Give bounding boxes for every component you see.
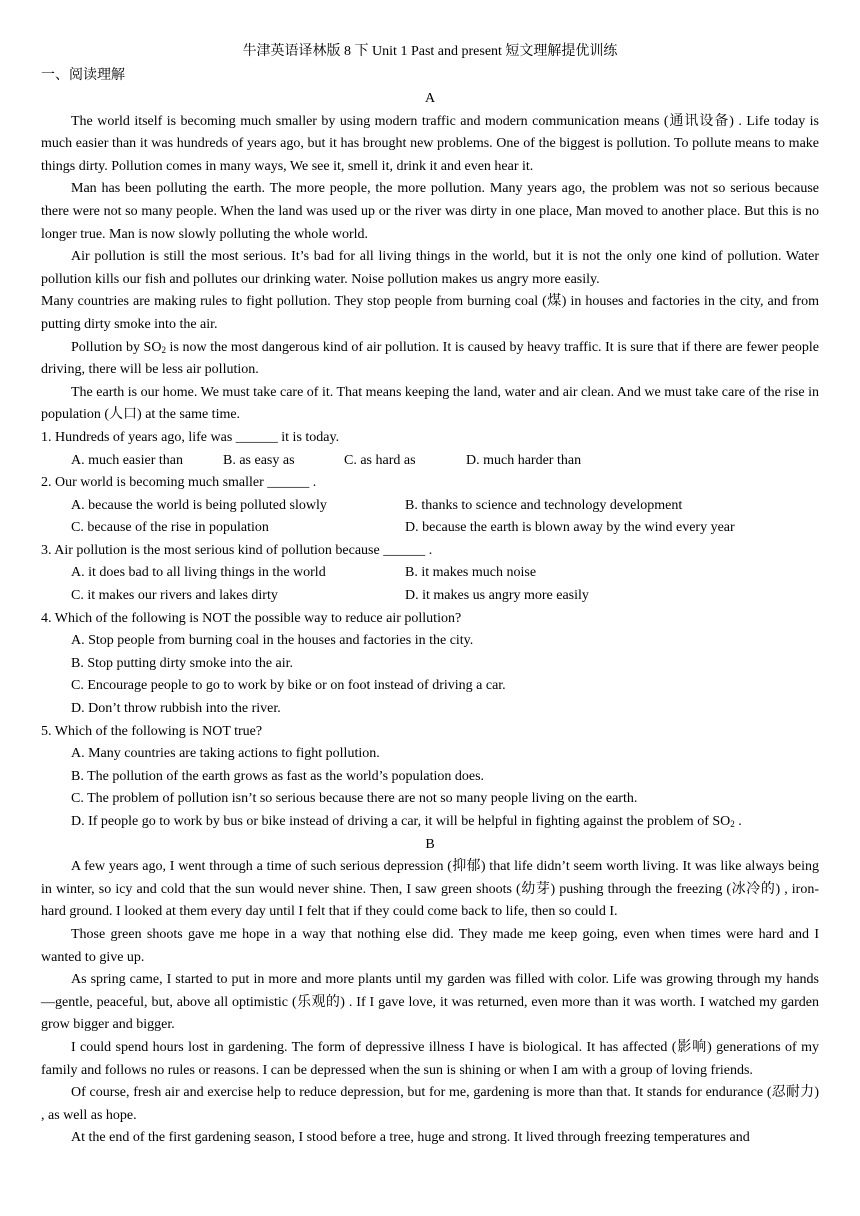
question-2: 2. Our world is becoming much smaller ______ . (41, 475, 317, 491)
q1-option-b: B. as easy as (223, 452, 295, 468)
passage-b-paragraph-1: A few years ago, I went through a time of such serious depression (抑郁) that life didn’t seem worth living. It was like always being in winter, so icy and cold that the sun would never shine. Then, I saw green shoots (幼芽) pushing through the freezing (冰冷的) , iron-hard ground. I looked at them every day until I felt that if they could come back to life, then so could I. (41, 859, 819, 920)
question-2-options-cd (41, 517, 819, 540)
passage-a-paragraph-4: Many countries are making rules to fight pollution. They stop people from burning coal (煤) in houses and factories in the city, and from putting dirty smoke into the air. (41, 294, 819, 332)
q3-option-d: D. it makes us angry more easily (405, 588, 589, 604)
q5-option-d-post: . (734, 814, 742, 829)
q4-option-c: C. Encourage people to go to work by bike or on foot instead of driving a car. (71, 678, 506, 694)
question-1-options (41, 450, 819, 473)
q5-option-b: B. The pollution of the earth grows as fast as the world’s population does. (71, 768, 485, 784)
q5-option-d-pre: D. If people go to work by bus or bike instead of driving a car, it will be helpful in fighting against the problem of SO (71, 814, 731, 829)
q3-option-c: C. it makes our rivers and lakes dirty (71, 588, 278, 604)
passage-a-paragraph-1: The world itself is becoming much smaller by using modern traffic and modern communication means (通讯设备) . Life today is much easier than it was hundreds of years ago, but it has brought new problems. One of the biggest is pollution. To pollute means to make things dirty. Pollution comes in many ways, We see it, smell it, drink it and even hear it. (41, 113, 819, 174)
passage-a-paragraph-6: The earth is our home. We must take care of it. That means keeping the land, water and air clean. And we must take care of the rise in population (人口) at the same time. (41, 384, 819, 423)
passage-a-paragraph-2: Man has been polluting the earth. The more people, the more pollution. Many years ago, the problem was not so serious because there were not so many people. When the land was used up or the river was dirty in one place, Man moved to another place. But this is no longer true. Man is now slowly polluting the whole world. (41, 181, 819, 242)
q2-option-a: A. because the world is being polluted slowly (71, 497, 327, 513)
passage-a-paragraph-5 (41, 337, 819, 382)
q1-option-d: D. much harder than (466, 452, 582, 468)
p5-text-pre: Pollution by SO (71, 339, 162, 355)
so2-subscript: 2 (161, 344, 166, 355)
q5-option-c: C. The problem of pollution isn’t so serious because there are not so many people living on the earth. (71, 791, 638, 807)
passage-b-label: B (425, 836, 435, 852)
passage-a-paragraph-3: Air pollution is still the most serious. It’s bad for all living things in the world, but it is not the only one kind of pollution. Water pollution kills our fish and pollutes our drinking water. Noise pollution makes us angry more easily. (41, 249, 819, 287)
document-page (41, 40, 819, 1150)
q4-option-d: D. Don’t throw rubbish into the river. (71, 701, 281, 717)
question-3-options-cd (41, 585, 819, 608)
q1-option-a: A. much easier than (71, 452, 183, 468)
passage-b-paragraph-2: Those green shoots gave me hope in a way that nothing else did. They made me keep going, even when times were hard and I wanted to give up. (41, 926, 819, 965)
section-heading: 一、阅读理解 (41, 68, 125, 83)
passage-a-label: A (424, 91, 436, 106)
q2-option-c: C. because of the rise in population (71, 520, 269, 536)
passage-b-paragraph-4: I could spend hours lost in gardening. The form of depressive illness I have is biological. It has affected (影响) generations of my family and follows no rules or reasons. I can be depressed when the sun is shining or when I am with a group of loving friends. (41, 1039, 819, 1078)
q5-so2-subscript: 2 (730, 819, 735, 829)
question-3-options-ab (41, 562, 819, 585)
question-5: 5. Which of the following is NOT true? (41, 723, 263, 739)
q4-option-a: A. Stop people from burning coal in the houses and factories in the city. (71, 633, 474, 649)
q5-option-a: A. Many countries are taking actions to fight pollution. (71, 746, 380, 762)
question-2-options-ab (41, 495, 819, 518)
passage-b-paragraph-5: Of course, fresh air and exercise help to reduce depression, but for me, gardening is more than that. It stands for endurance (忍耐力) , as well as hope. (41, 1085, 819, 1123)
q2-option-b: B. thanks to science and technology development (405, 497, 683, 513)
q3-option-a: A. it does bad to all living things in the world (71, 565, 326, 581)
q3-option-b: B. it makes much noise (405, 565, 537, 581)
question-1: 1. Hundreds of years ago, life was ______ it is today. (41, 429, 340, 445)
question-3: 3. Air pollution is the most serious kind of pollution because ______ . (41, 542, 433, 558)
question-4: 4. Which of the following is NOT the possible way to reduce air pollution? (41, 610, 462, 626)
q5-option-d (41, 811, 819, 834)
passage-b-paragraph-3: As spring came, I started to put in more and more plants until my garden was filled with color. Life was growing through my hands—gentle, peaceful, but, above all optimistic (乐观的) . If I gave love, it was returned, even more than it was worth. I watched my garden grow bigger and bigger. (41, 972, 819, 1033)
q2-option-d: D. because the earth is blown away by the wind every year (405, 520, 735, 536)
document-title: 牛津英语译林版 8 下 Unit 1 Past and present 短文理解提优训练 (242, 44, 618, 59)
q1-option-c: C. as hard as (344, 452, 416, 468)
q4-option-b: B. Stop putting dirty smoke into the air. (71, 655, 294, 671)
passage-b-paragraph-6: At the end of the first gardening season, I stood before a tree, huge and strong. It lived through freezing temperatures and (71, 1130, 750, 1146)
p5-text-post: is now the most dangerous kind of air pollution. It is caused by heavy traffic. It is sure that if there are fewer people driving, there will be less air pollution. (41, 339, 819, 378)
